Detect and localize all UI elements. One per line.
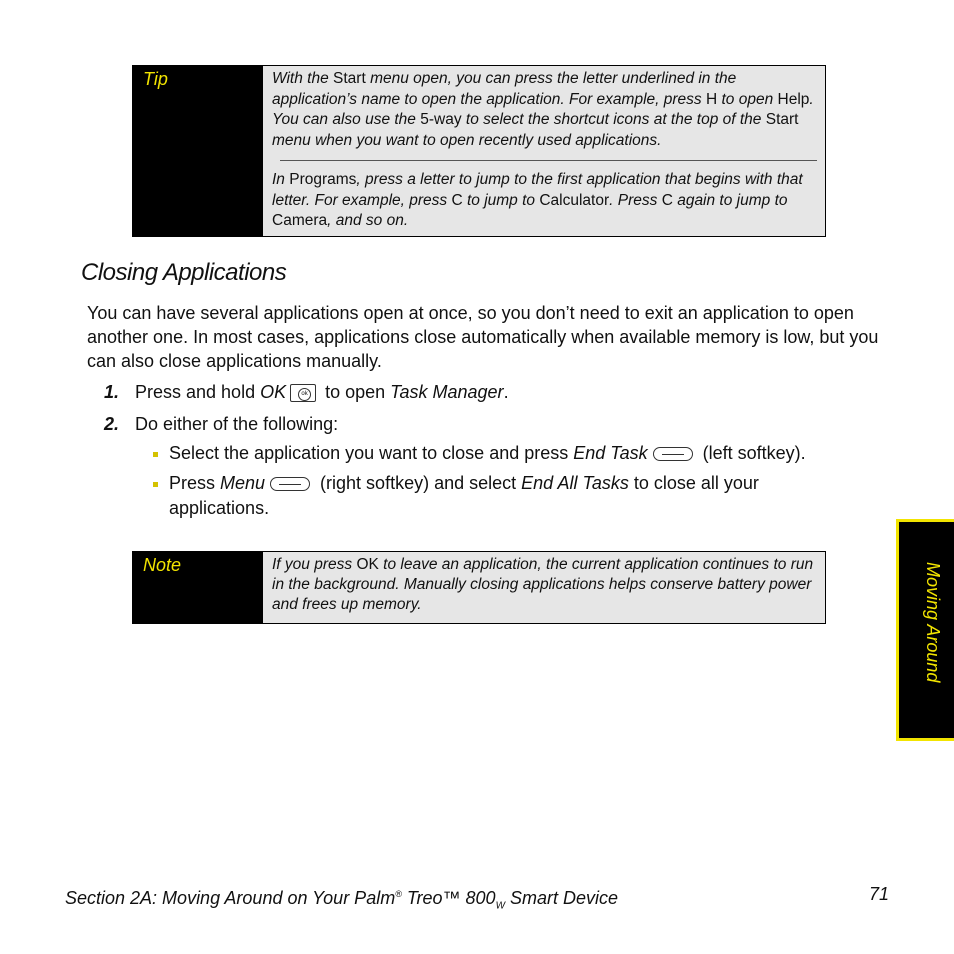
ok-key-icon: ok [290, 384, 316, 402]
note-text: If you press [272, 556, 357, 573]
tip-text: menu when you want to open recently used applications. [272, 131, 662, 149]
ok-key-label: OK [260, 382, 287, 402]
tip-text: to open [717, 90, 778, 108]
bullet-text-part: to close all your applications. [169, 473, 759, 518]
tip-text: , and so on. [327, 212, 409, 229]
tip-text: again to jump to [672, 191, 788, 209]
tip-divider [280, 160, 817, 161]
step-text [135, 380, 509, 404]
softkey-icon [270, 477, 310, 491]
step-text-part: . [503, 382, 509, 402]
step-text-part: Press and hold [135, 382, 261, 402]
note-callout [132, 551, 826, 624]
end-all-tasks-label: End All Tasks [521, 473, 629, 493]
tip-term: Start [765, 111, 799, 128]
step-text-part: to open [320, 382, 391, 402]
tip-text: With the [272, 70, 334, 87]
tip-term: 5-way [420, 111, 462, 128]
bullet-marker [153, 482, 158, 487]
bullet-text-part: (left softkey). [697, 443, 806, 463]
section-heading: Closing Applications [81, 259, 287, 286]
step-text: Do either of the following: [135, 414, 339, 434]
tip-text: . You can also use the [272, 90, 814, 128]
bullet-text-part: Press [169, 473, 221, 493]
tip-paragraph-2 [272, 170, 817, 232]
tip-term: Start [333, 70, 366, 87]
end-task-label: End Task [573, 443, 648, 463]
page-footer [65, 882, 889, 919]
bullet-text-part: (right softkey) and select [315, 473, 522, 493]
tip-text: In [272, 171, 290, 188]
tip-label: Tip [133, 66, 263, 236]
tip-term: Help [777, 90, 810, 108]
tip-text: to select the shortcut icons at the top of the [461, 111, 766, 128]
tip-callout [132, 65, 826, 237]
step-number: 1. [104, 382, 120, 402]
bullet-item-1 [169, 441, 889, 466]
footer-text: Section 2A: Moving Around on Your Palm [65, 888, 396, 908]
tip-paragraph-1 [272, 69, 817, 151]
tip-body [263, 66, 825, 236]
step-number: 2. [104, 414, 120, 434]
tip-text: to jump to [462, 191, 540, 209]
softkey-icon [653, 447, 693, 461]
footer-text: Treo™ 800 [401, 888, 496, 908]
bullet-item-2 [169, 471, 809, 521]
tip-term: H [705, 90, 718, 108]
note-label: Note [133, 552, 263, 623]
registered-mark: ® [395, 889, 402, 899]
model-suffix: W [495, 900, 506, 912]
tip-text: menu open, you can press the letter underlined in the application’s name to open the application. For example, press [272, 70, 737, 108]
tip-text: , press a letter to jump to the first application that begins with that letter. For example, press [272, 171, 803, 209]
page-number: 71 [868, 884, 889, 904]
tip-term: Calculator [539, 191, 610, 209]
footer-section-title [65, 888, 619, 912]
footer-text: Smart Device [505, 888, 619, 908]
tip-term: C [661, 191, 673, 209]
tip-text: . Press [609, 191, 662, 209]
tip-term: Camera [272, 212, 328, 229]
intro-paragraph: You can have several applications open at once, so you don’t need to exit an application to open another one. In most cases, applications close automatically when available memory is low, but you can also close applications manually. [87, 303, 879, 371]
task-manager-label: Task Manager [390, 382, 504, 402]
bullet-marker [153, 452, 158, 457]
note-text: to leave an application, the current application continues to run in the background. Manually closing applications helps conserve battery power and frees up memory. [272, 556, 814, 613]
side-tab-label: Moving Around [923, 562, 943, 683]
menu-label: Menu [220, 473, 266, 493]
tip-term: C [451, 191, 463, 209]
note-body [263, 552, 825, 623]
section-side-tab [896, 519, 954, 741]
note-term: OK [356, 556, 379, 573]
bullet-text-part: Select the application you want to close and press [169, 443, 574, 463]
tip-term: Programs [289, 171, 357, 188]
